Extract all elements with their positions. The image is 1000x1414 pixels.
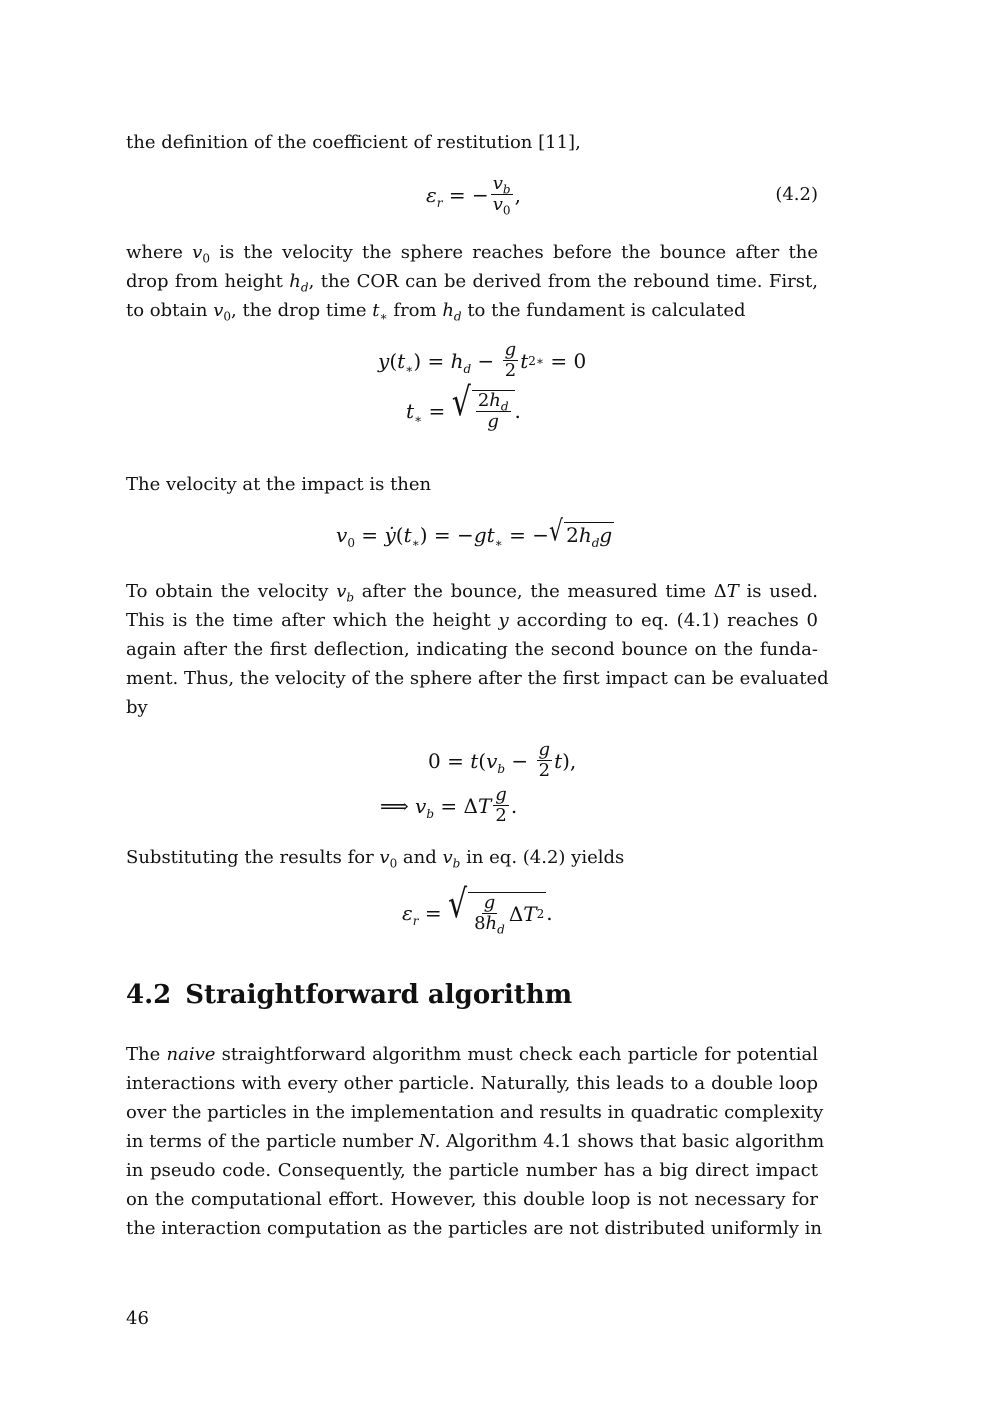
paragraph-2 — [126, 470, 818, 499]
paragraph-3 — [126, 577, 829, 722]
para4-text: Substituting the results for $v_0$ and $v_b$ in eq. (4.2) yields — [126, 847, 625, 871]
para3-line-5: by — [126, 697, 148, 718]
para3-line-2: This is the time after which the height y according to eq. (4.1) reaches 0 — [126, 610, 818, 631]
equation-rebound-velocity: ⟹ $v_b$ = Δ T $\frac{g}{2}$ . — [380, 784, 518, 826]
para3-line-4: ment. Thus, the velocity of the sphere after the first impact can be evaluated — [126, 668, 829, 689]
equation-cor-result: $\varepsilon_r$ = √ $\frac{g}{8h_d}$ Δ T 2 . — [402, 881, 553, 937]
equation-drop-time: $t_∗$ = √ $\frac{2h_d}{g}$ . — [406, 379, 521, 432]
equation-impact-velocity: $v_0$ = ẏ ( $t_∗$ ) = − $gt_∗$ = − √ 2 $h_dg$ — [336, 515, 613, 550]
equation-number: (4.2) — [775, 184, 818, 205]
para5-line-5: in pseudo code. Consequently, the particle number has a big direct impact — [126, 1160, 818, 1181]
para1-line-1: where $v_0$ is the velocity the sphere reaches before the bounce after the — [126, 242, 818, 266]
para1-line-3: to obtain $v_0$, the drop time $t_∗$ from $h_d$ to the fundament is calculated — [126, 300, 746, 324]
para5-line-1: The naive straightforward algorithm must check each particle for potential — [126, 1044, 818, 1065]
paragraph-1 — [126, 238, 818, 325]
equation-rebound: 0 = t ( $v_b$ − $\frac{g}{2}$ t ), — [428, 739, 577, 781]
intro-text: the definition of the coefficient of restitution [11], — [126, 132, 581, 153]
para5-line-4: in terms of the particle number N. Algorithm 4.1 shows that basic algorithm — [126, 1131, 825, 1152]
intro-paragraph — [126, 128, 818, 157]
para3-line-1: To obtain the velocity $v_b$ after the bounce, the measured time ΔT is used. — [126, 581, 818, 605]
paragraph-5 — [126, 1040, 825, 1243]
section-heading — [126, 980, 572, 1010]
para5-line-2: interactions with every other particle. Naturally, this leads to a double loop — [126, 1073, 818, 1094]
para5-line-3: over the particles in the implementation and results in quadratic complexity — [126, 1102, 824, 1123]
page-number: 46 — [126, 1308, 149, 1329]
equation-4-2: $\varepsilon_r$ = − $\frac{v_b}{v_0}$ , — [426, 173, 521, 218]
para1-line-2: drop from height $h_d$, the COR can be derived from the rebound time. First, — [126, 271, 818, 295]
para5-line-7: the interaction computation as the particles are not distributed uniformly in — [126, 1218, 822, 1239]
para5-line-6: on the computational effort. However, this double loop is not necessary for — [126, 1189, 818, 1210]
para2-text: The velocity at the impact is then — [126, 474, 432, 495]
paragraph-4 — [126, 843, 818, 872]
section-number: 4.2 — [126, 980, 172, 1010]
equation-drop-height: y ( $t_∗$ ) = $h_d$ − $\frac{g}{2}$ t 2 ∗ = 0 — [378, 339, 587, 381]
para3-line-3: again after the first deflection, indicating the second bounce on the funda- — [126, 639, 818, 660]
section-title: Straightforward algorithm — [185, 980, 573, 1010]
